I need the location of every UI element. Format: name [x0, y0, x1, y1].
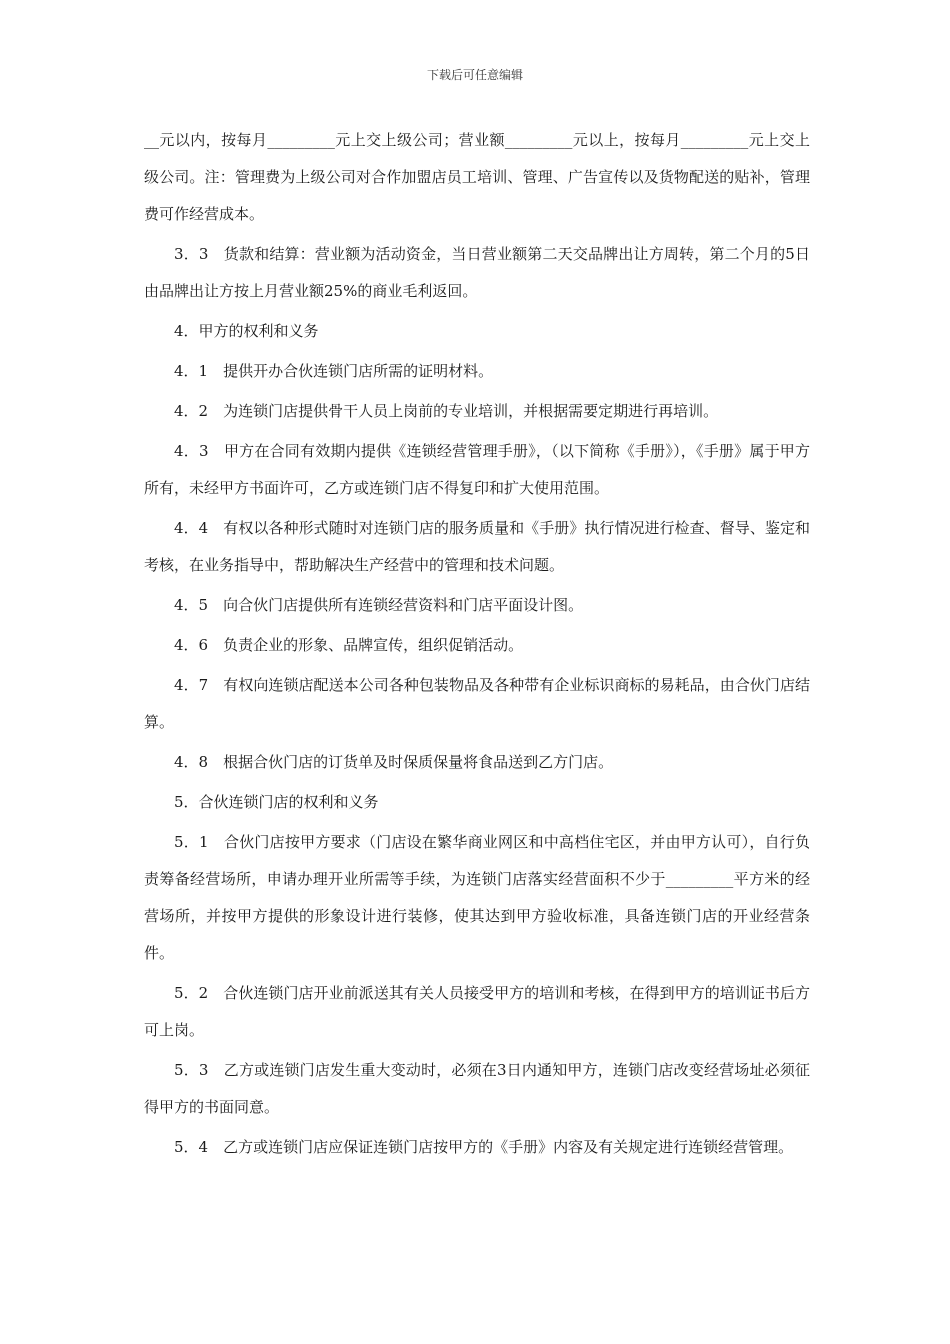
paragraph-4-1: 4．1 提供开办合伙连锁门店所需的证明材料。 [174, 362, 494, 380]
page-header: 下载后可任意编辑 [426, 68, 523, 82]
paragraph-5-2: 5．2 合伙连锁门店开业前派送其有关人员接受甲方的培训和考核，在得到甲方的培训证书后方可上岗。 [144, 984, 810, 1039]
paragraph-5-1: 5．1 合伙门店按甲方要求（门店设在繁华商业网区和中高档住宅区，并由甲方认可），自行负责筹备经营场所，申请办理开业所需等手续，为连锁门店落实经营面积不少于_________平方米的经营场所，并按甲方提供的形象设计进行装修，使其达到甲方验收标准，具备连锁门店的开业经营条件。 [144, 833, 810, 962]
heading-5: 5．合伙连锁门店的权利和义务 [174, 793, 379, 811]
paragraph-4-2: 4．2 为连锁门店提供骨干人员上岗前的专业培训，并根据需要定期进行再培训。 [174, 402, 719, 420]
paragraph-fee-continuation: __元以内，按每月_________元上交上级公司；营业额_________元以上，按每月_________元上交上级公司。注：管理费为上级公司对合作加盟店员工培训、管理、广告宣传以及货物配送的贴补，管理费可作经营成本。 [144, 131, 810, 223]
paragraph-3-3: 3．3 货款和结算：营业额为活动资金，当日营业额第二天交品牌出让方周转，第二个月的5日由品牌出让方按上月营业额25%的商业毛利返回。 [144, 245, 810, 300]
paragraph-4-8: 4．8 根据合伙门店的订货单及时保质保量将食品送到乙方门店。 [174, 753, 614, 771]
paragraph-5-4: 5．4 乙方或连锁门店应保证连锁门店按甲方的《手册》内容及有关规定进行连锁经营管理。 [174, 1138, 794, 1156]
heading-4: 4．甲方的权利和义务 [174, 322, 319, 340]
paragraph-4-6: 4．6 负责企业的形象、品牌宣传，组织促销活动。 [174, 636, 524, 654]
paragraph-4-4: 4．4 有权以各种形式随时对连锁门店的服务质量和《手册》执行情况进行检查、督导、鉴定和考核，在业务指导中，帮助解决生产经营中的管理和技术问题。 [144, 519, 810, 574]
paragraph-5-3: 5．3 乙方或连锁门店发生重大变动时，必须在3日内通知甲方，连锁门店改变经营场址必须征得甲方的书面同意。 [144, 1061, 810, 1116]
paragraph-4-3: 4．3 甲方在合同有效期内提供《连锁经营管理手册》，（以下简称《手册》），《手册》属于甲方所有，未经甲方书面许可，乙方或连锁门店不得复印和扩大使用范围。 [144, 442, 810, 497]
paragraph-4-7: 4．7 有权向连锁店配送本公司各种包装物品及各种带有企业标识商标的易耗品，由合伙门店结算。 [144, 676, 810, 731]
document-body [144, 122, 810, 1169]
paragraph-4-5: 4．5 向合伙门店提供所有连锁经营资料和门店平面设计图。 [174, 596, 584, 614]
